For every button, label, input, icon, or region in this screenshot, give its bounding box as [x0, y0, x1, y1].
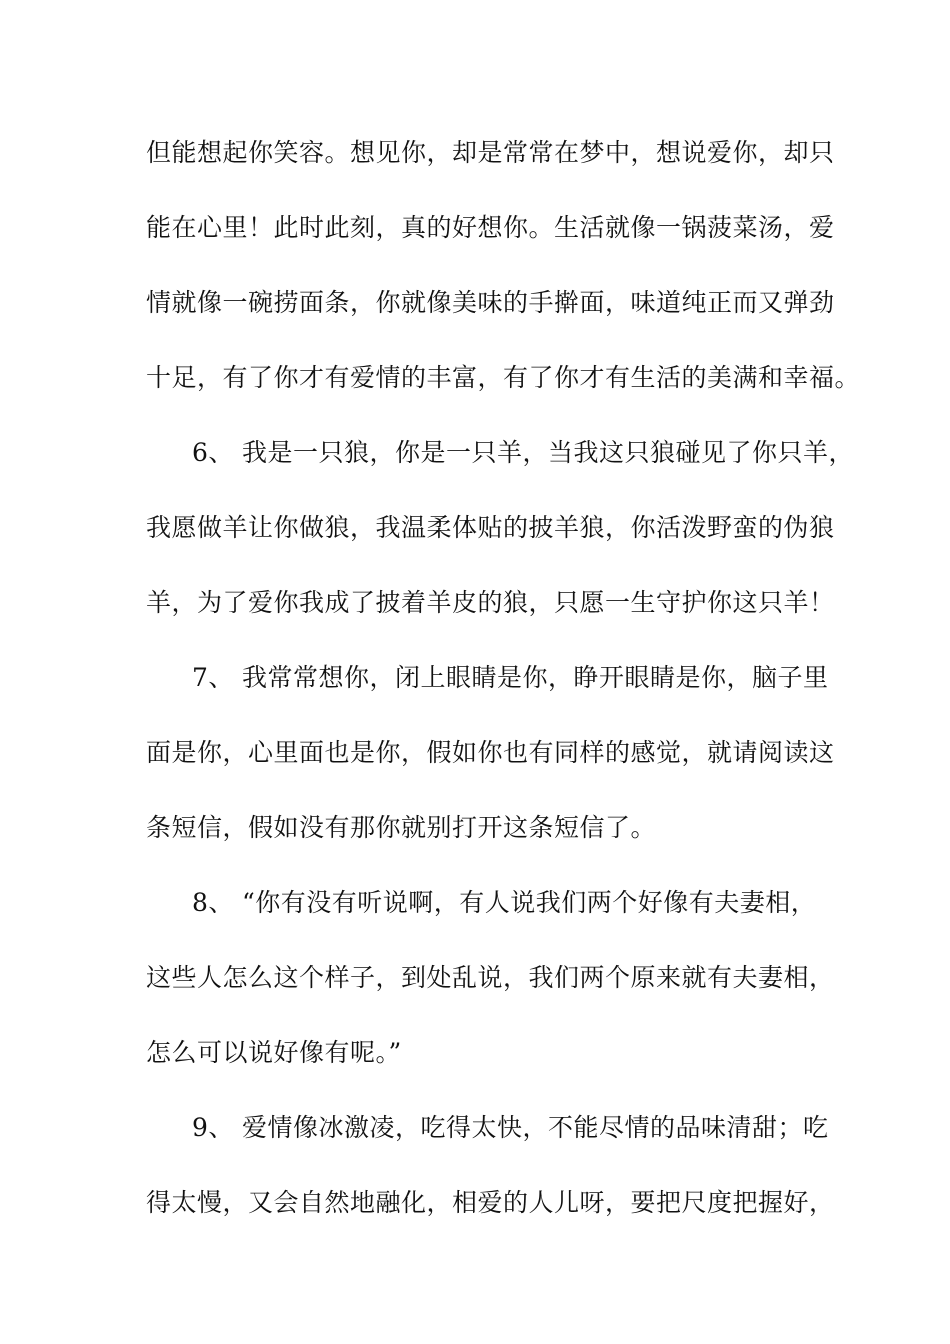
- item-text: “你有没有听说啊，有人说我们两个好像有夫妻相，: [242, 888, 817, 917]
- text-line: 得太慢，又会自然地融化，相爱的人儿呀，要把尺度把握好，: [146, 1188, 835, 1217]
- item-text: 我常常想你，闭上眼睛是你，睁开眼睛是你，脑子里: [242, 663, 829, 692]
- item-6-first-line: [192, 437, 892, 469]
- item-number: 6、: [192, 438, 234, 467]
- text-line: 我愿做羊让你做狼，我温柔体贴的披羊狼，你活泼野蛮的伪狼: [146, 513, 835, 542]
- item-9-first-line: [192, 1112, 892, 1144]
- text-line: 但能想起你笑容。想见你，却是常常在梦中，想说爱你，却只: [146, 138, 835, 167]
- item-number: 7、: [192, 663, 234, 692]
- text-line: 这些人怎么这个样子，到处乱说，我们两个原来就有夫妻相，: [146, 963, 835, 992]
- item-7-first-line: [192, 662, 892, 694]
- item-8-first-line: [192, 887, 892, 919]
- text-line: 情就像一碗捞面条，你就像美味的手擀面，味道纯正而又弹劲: [146, 288, 835, 317]
- text-line: 十足，有了你才有爱情的丰富，有了你才有生活的美满和幸福。: [146, 363, 861, 392]
- text-line: 羊，为了爱你我成了披着羊皮的狼，只愿一生守护你这只羊！: [146, 588, 835, 617]
- item-text: 我是一只狼，你是一只羊，当我这只狼碰见了你只羊，: [242, 438, 855, 467]
- item-number: 9、: [192, 1113, 234, 1142]
- text-line: 能在心里！此时此刻，真的好想你。生活就像一锅菠菜汤，爱: [146, 213, 835, 242]
- text-line: 条短信，假如没有那你就别打开这条短信了。: [146, 813, 657, 842]
- item-number: 8、: [192, 888, 234, 917]
- item-text: 爱情像冰激凌，吃得太快，不能尽情的品味清甜；吃: [242, 1113, 829, 1142]
- text-line: 面是你，心里面也是你，假如你也有同样的感觉，就请阅读这: [146, 738, 835, 767]
- text-line: 怎么可以说好像有呢。”: [146, 1038, 402, 1067]
